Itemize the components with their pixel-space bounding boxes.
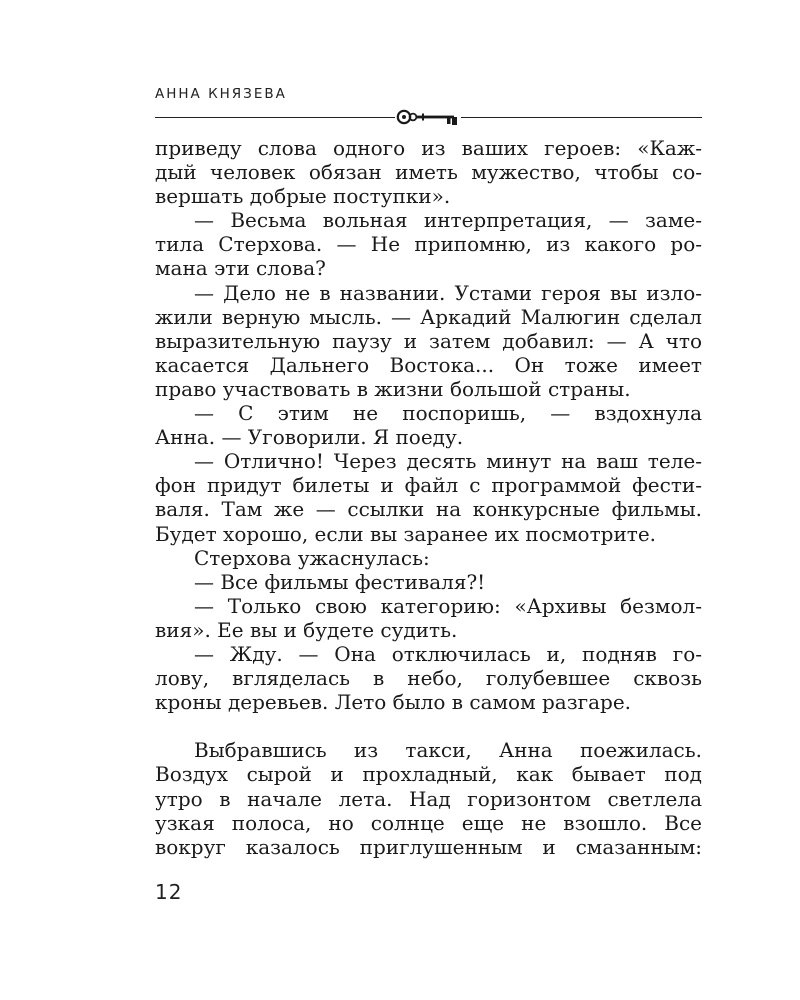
text-line: Анна. — Уговорили. Я поеду.	[155, 425, 464, 450]
text-line: — Только свою категорию: «Архивы безмол-	[194, 593, 702, 618]
text-line: Выбравшись из такси, Анна поежилась.	[194, 738, 702, 763]
text-body	[155, 136, 702, 859]
text-line: лову, вгляделась в небо, голубевшее сквозь	[155, 666, 702, 691]
text-line: — Отлично! Через десять минут на ваш теле-	[194, 449, 702, 474]
text-line: вершать добрые поступки».	[155, 184, 451, 209]
text-line: узкая полоса, но солнце еще не взошло. Все	[155, 810, 702, 835]
text-line: мана эти слова?	[155, 256, 326, 281]
text-line: выразительную паузу и затем добавил: — А что	[155, 328, 702, 353]
text-line: касается Дальнего Востока... Он тоже имеет	[155, 352, 702, 377]
text-line: вокруг казалось приглушенным и смазанным:	[155, 834, 702, 859]
text-line: Будет хорошо, если вы заранее их посмотрите.	[155, 521, 657, 546]
text-line: Стерхова ужаснулась:	[194, 545, 430, 570]
text-line: — Жду. — Она отключилась и, подняв го-	[194, 641, 702, 666]
section-break	[155, 714, 702, 738]
text-line: валя. Там же — ссылки на конкурсные фильмы.	[155, 497, 702, 522]
text-line: дый человек обязан иметь мужество, чтобы со-	[155, 160, 702, 185]
text-line: — Все фильмы фестиваля?!	[194, 569, 486, 594]
text-line: право участвовать в жизни большой страны.	[155, 376, 631, 401]
text-line: — С этим не поспоришь, — вздохнула	[194, 401, 702, 426]
page-number: 12	[155, 880, 183, 904]
text-line: тила Стерхова. — Не припомню, из какого ро-	[155, 232, 702, 257]
text-line: кроны деревьев. Лето было в самом разгаре.	[155, 690, 632, 715]
text-line: — Дело не в названии. Устами героя вы изло-	[194, 280, 702, 305]
text-line: — Весьма вольная интерпретация, — заме-	[194, 208, 702, 233]
text-line: Воздух сырой и прохладный, как бывает под	[155, 762, 702, 787]
text-line: приведу слова одного из ваших героев: «Каж-	[155, 136, 702, 160]
text-line: жили верную мысль. — Аркадий Малюгин сделал	[155, 304, 702, 329]
running-head: АННА КНЯЗЕВА	[155, 86, 287, 102]
text-line: вия». Ее вы и будете судить.	[155, 617, 458, 642]
text-line: фон придут билеты и файл с программой фести-	[155, 473, 702, 498]
key-icon	[395, 108, 461, 126]
text-line: утро в начале лета. Над горизонтом светлела	[155, 786, 702, 811]
